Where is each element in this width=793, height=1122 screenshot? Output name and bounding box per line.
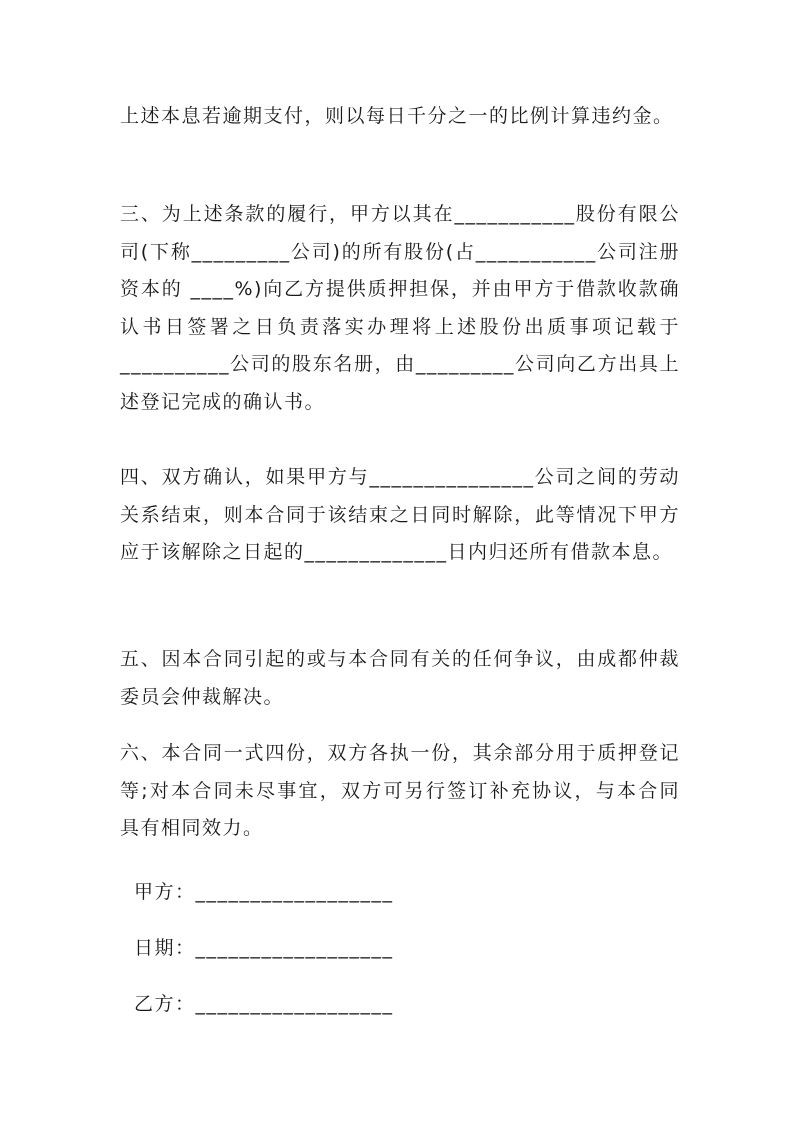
signature-party-a: 甲方：__________________ xyxy=(134,881,394,903)
paragraph-clause-5-arbitration: 五、因本合同引起的或与本合同有关的任何争议，由成都仲裁委员会仲裁解决。 xyxy=(120,648,680,708)
paragraph-clause-6-copies: 六、本合同一式四份，双方各执一份，其余部分用于质押登记等;对本合同未尽事宜，双方可另行签订补充协议，与本合同具有相同效力。 xyxy=(120,742,680,839)
signature-date: 日期：__________________ xyxy=(134,937,394,959)
paragraph-penalty: 上述本息若逾期支付，则以每日千分之一的比例计算违约金。 xyxy=(120,105,674,127)
signature-party-b: 乙方：__________________ xyxy=(134,993,394,1015)
paragraph-clause-4-termination: 四、双方确认，如果甲方与_______________公司之间的劳动关系结束，则本合同于该结束之日同时解除，此等情况下甲方应于该解除之日起的_____________日内归还所有借款本息。 xyxy=(120,466,680,563)
paragraph-clause-3-pledge: 三、为上述条款的履行，甲方以其在___________股份有限公司(下称_________公司)的所有股份(占___________公司注册资本的 ____%)向乙方提供质押担保，并由甲方于借款收款确认书日签署之日负责落实办理将上述股份出质事项记载于__________公司的股东名册，由_________公司向乙方出具上述登记完成的确认书。 xyxy=(120,203,680,413)
